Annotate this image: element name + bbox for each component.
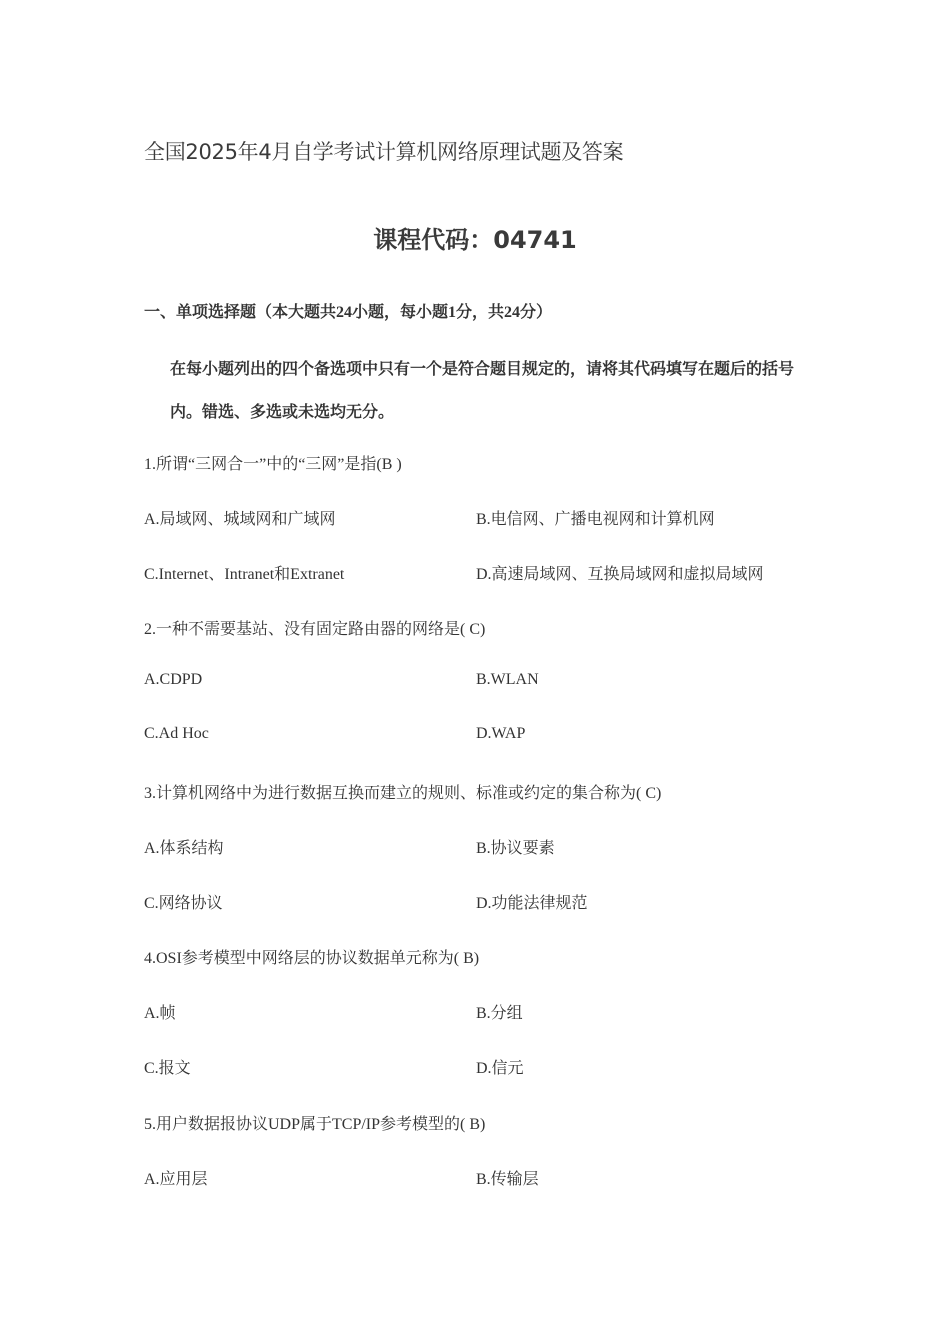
question-5-option-b: B.传输层: [476, 1171, 539, 1188]
question-1-option-b: B.电信网、广播电视网和计算机网: [476, 511, 715, 528]
question-4: 4.OSI参考模型中网络层的协议数据单元称为( B): [144, 950, 480, 967]
section-heading: 一、单项选择题（本大题共24小题，每小题1分，共24分）: [144, 304, 553, 321]
question-1-option-c: C.Internet、Intranet和Extranet: [144, 566, 345, 583]
question-3-option-a: A.体系结构: [144, 840, 224, 857]
question-1-option-d: D.高速局域网、互换局域网和虚拟局域网: [476, 566, 764, 583]
question-4-option-d: D.信元: [476, 1060, 524, 1077]
question-3-option-c: C.网络协议: [144, 895, 223, 912]
question-4-option-b: B.分组: [476, 1005, 523, 1022]
question-4-option-c: C.报文: [144, 1060, 191, 1077]
question-1: 1.所谓“三网合一”中的“三网”是指(B ): [144, 456, 402, 473]
course-code-heading: 课程代码：04741: [373, 226, 577, 254]
question-5-option-a: A.应用层: [144, 1171, 208, 1188]
question-2-option-c: C.Ad Hoc: [144, 725, 209, 742]
question-3-option-b: B.协议要素: [476, 840, 555, 857]
question-5: 5.用户数据报协议UDP属于TCP/IP参考模型的( B): [144, 1116, 486, 1133]
question-2: 2.一种不需要基站、没有固定路由器的网络是( C): [144, 621, 486, 638]
question-3-option-d: D.功能法律规范: [476, 895, 588, 912]
document-title: 全国2025年4月自学考试计算机网络原理试题及答案: [144, 140, 624, 164]
question-2-option-a: A.CDPD: [144, 671, 203, 688]
question-3: 3.计算机网络中为进行数据互换而建立的规则、标准或约定的集合称为( C): [144, 785, 662, 802]
question-2-option-d: D.WAP: [476, 725, 526, 742]
question-2-option-b: B.WLAN: [476, 671, 539, 688]
question-1-option-a: A.局域网、城域网和广域网: [144, 511, 336, 528]
section-instructions: 在每小题列出的四个备选项中只有一个是符合题目规定的，请将其代码填写在题后的括号内。错选、多选或未选均无分。: [170, 361, 795, 421]
question-4-option-a: A.帧: [144, 1005, 176, 1022]
